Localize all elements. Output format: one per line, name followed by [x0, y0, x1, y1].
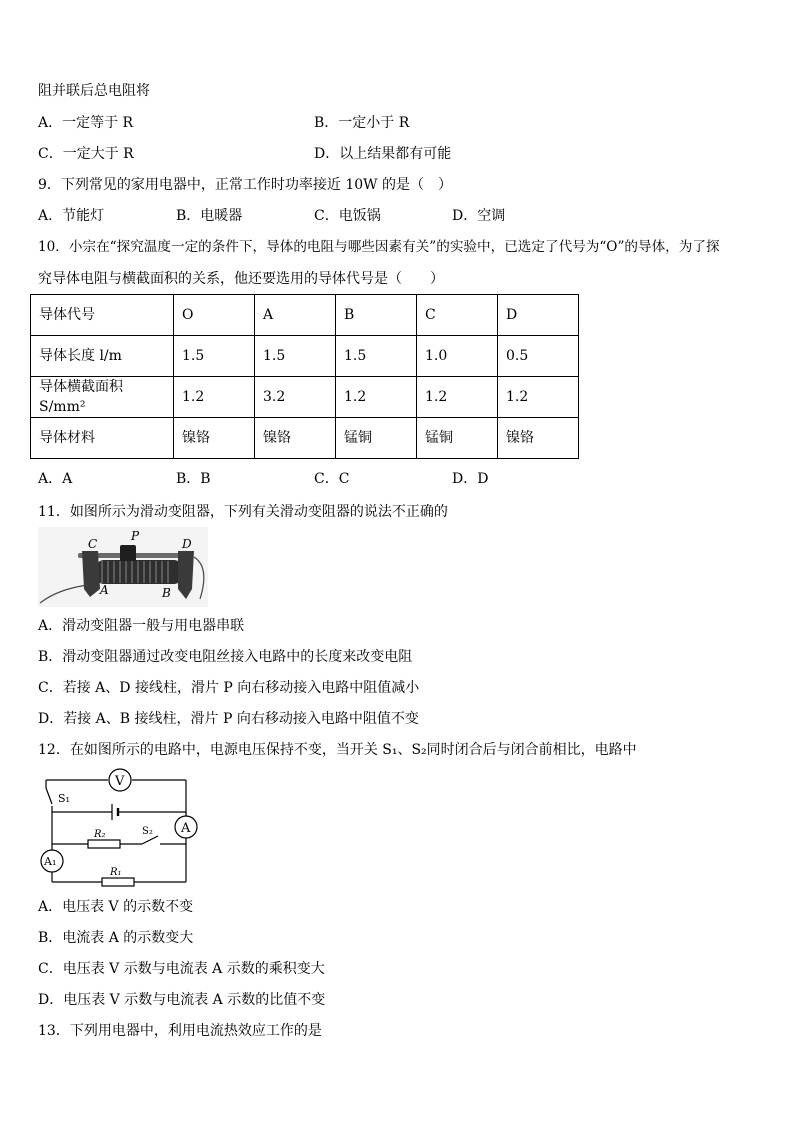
- table-cell: 锰铜: [417, 418, 498, 459]
- table-cell: 镍铬: [255, 418, 336, 459]
- q11-option-b[interactable]: B．滑动变阻器通过改变电阻丝接入电路中的长度来改变电阻: [38, 649, 413, 665]
- table-cell: A: [255, 295, 336, 336]
- q12-option-c[interactable]: C．电压表 V 示数与电流表 A 示数的乘积变大: [38, 961, 325, 977]
- table-cell: 导体代号: [31, 295, 174, 336]
- q11-option-c[interactable]: C．若接 A、D 接线柱，滑片 P 向右移动接入电路中阻值减小: [38, 680, 420, 696]
- q10-option-c[interactable]: C．C: [314, 471, 350, 487]
- q9-stem: 9．下列常见的家用电器中，正常工作时功率接近 10W 的是（ ）: [38, 177, 453, 193]
- label-c: C: [88, 537, 98, 551]
- table-cell: 镍铬: [174, 418, 255, 459]
- slider-p[interactable]: [120, 545, 136, 561]
- q10-option-d[interactable]: D．D: [452, 471, 489, 487]
- rheostat-figure: [38, 527, 208, 607]
- table-cell: 镍铬: [498, 418, 579, 459]
- table-cell: B: [336, 295, 417, 336]
- label-a: A: [181, 821, 191, 836]
- table-cell: 锰铜: [336, 418, 417, 459]
- label-b: B: [162, 586, 171, 600]
- q12-option-b[interactable]: B．电流表 A 的示数变大: [38, 930, 194, 946]
- q11-option-a[interactable]: A．滑动变阻器一般与用电器串联: [38, 618, 245, 634]
- table-cell: 1.2: [336, 377, 417, 418]
- q9-option-a[interactable]: A．节能灯: [38, 208, 105, 224]
- label-s2: S₂: [142, 826, 153, 837]
- table-cell: 3.2: [255, 377, 336, 418]
- label-a1: A₁: [44, 855, 57, 868]
- q11-stem: 11．如图所示为滑动变阻器，下列有关滑动变阻器的说法不正确的: [38, 504, 448, 520]
- label-d: D: [182, 537, 192, 551]
- q10-option-a[interactable]: A．A: [38, 471, 73, 487]
- q12-option-a[interactable]: A．电压表 V 的示数不变: [38, 899, 194, 915]
- label-p: P: [131, 529, 140, 543]
- q8-option-a[interactable]: A．一定等于 R: [38, 115, 134, 131]
- q8-option-b[interactable]: B．一定小于 R: [314, 115, 410, 131]
- table-cell: 1.2: [174, 377, 255, 418]
- table-row: [31, 377, 579, 418]
- table-cell: 0.5: [498, 336, 579, 377]
- q12-option-d[interactable]: D．电压表 V 示数与电流表 A 示数的比值不变: [38, 992, 326, 1008]
- label-s1: S₁: [58, 792, 70, 805]
- label-v: V: [115, 774, 125, 789]
- q9-option-b[interactable]: B．电暖器: [176, 208, 243, 224]
- table-cell: O: [174, 295, 255, 336]
- q8-stem-tail: 阻并联后总电阻将: [38, 83, 150, 99]
- table-cell: 1.2: [498, 377, 579, 418]
- table-cell: 导体横截面积 S/mm²: [31, 377, 174, 418]
- q9-option-d[interactable]: D．空调: [452, 208, 506, 224]
- label-a: A: [100, 583, 109, 597]
- q13-stem: 13．下列用电器中，利用电流热效应工作的是: [38, 1023, 322, 1039]
- q8-option-c[interactable]: C．一定大于 R: [38, 146, 134, 162]
- label-r2: R₂: [94, 829, 106, 840]
- q12-stem: 12．在如图所示的电路中，电源电压保持不变，当开关 S₁、S₂同时闭合后与闭合前相比，电路中: [38, 742, 637, 758]
- q11-option-d[interactable]: D．若接 A、B 接线柱，滑片 P 向右移动接入电路中阻值不变: [38, 711, 419, 727]
- q8-option-d[interactable]: D．以上结果都有可能: [314, 146, 452, 162]
- q10-stem-line2: 究导体电阻与横截面积的关系，他还要选用的导体代号是（ ）: [38, 271, 444, 287]
- table-cell: D: [498, 295, 579, 336]
- q10-option-b[interactable]: B．B: [176, 471, 211, 487]
- table-cell: 1.5: [336, 336, 417, 377]
- table-cell: C: [417, 295, 498, 336]
- circuit-diagram: [38, 768, 208, 890]
- conductor-table: [30, 294, 579, 459]
- resistance-coil: [96, 560, 182, 584]
- table-row: [31, 418, 579, 459]
- table-row: [31, 295, 579, 336]
- table-cell: 1.0: [417, 336, 498, 377]
- table-cell: 1.5: [174, 336, 255, 377]
- table-cell: 导体长度 l/m: [31, 336, 174, 377]
- label-r1: R₁: [110, 867, 122, 878]
- table-cell: 1.2: [417, 377, 498, 418]
- table-cell: 1.5: [255, 336, 336, 377]
- table-row: [31, 336, 579, 377]
- table-cell: 导体材料: [31, 418, 174, 459]
- q10-stem-line1: 10．小宗在“探究温度一定的条件下，导体的电阻与哪些因素有关”的实验中，已选定了代号为“O”的导体，为了探: [38, 239, 720, 255]
- q9-option-c[interactable]: C．电饭锅: [314, 208, 381, 224]
